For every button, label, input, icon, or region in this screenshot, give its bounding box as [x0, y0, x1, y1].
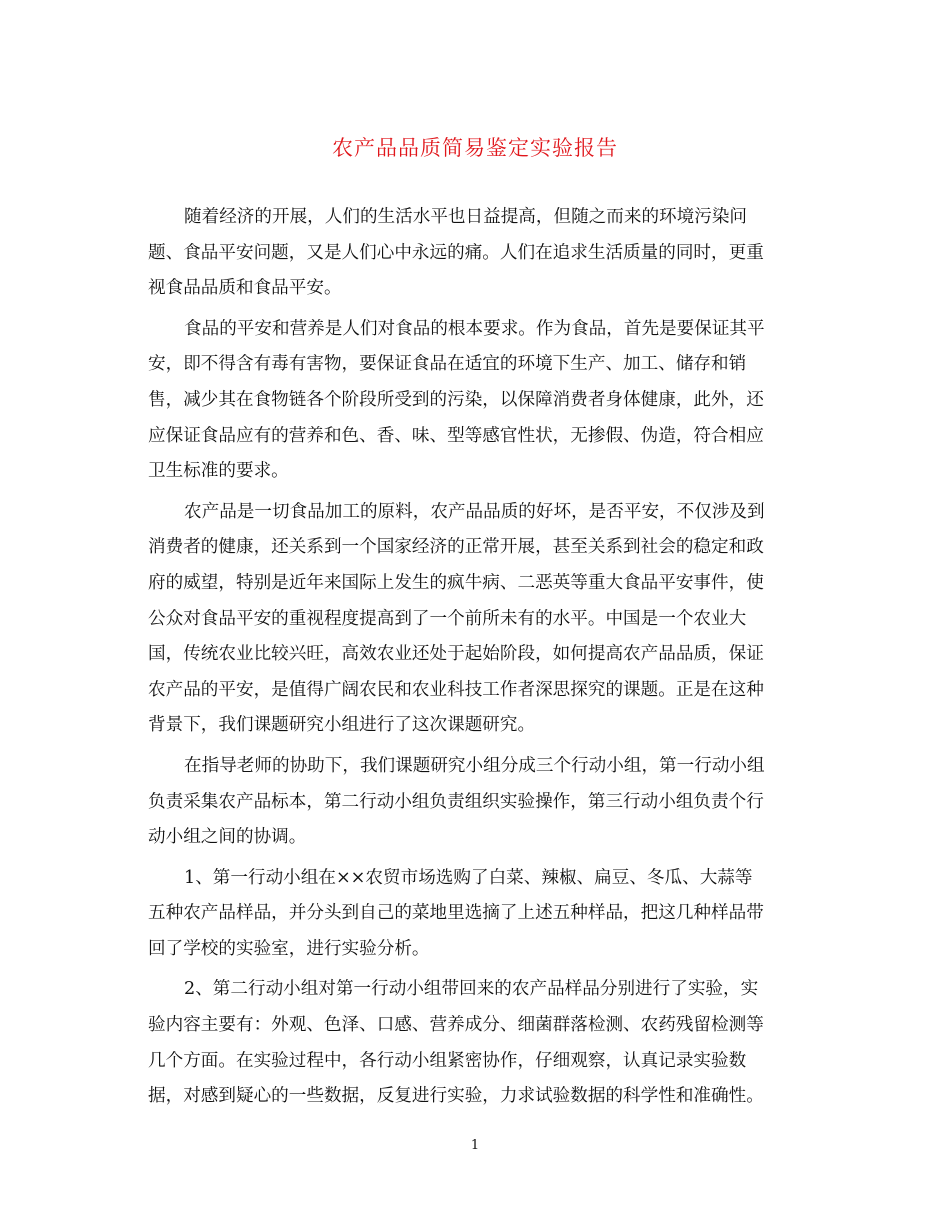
paragraph: [148, 861, 804, 968]
text-line: 国，传统农业比较兴旺，高效农业还处于起始阶段，如何提高农产品品质，保证: [148, 644, 764, 665]
paragraph: [148, 972, 804, 1114]
paragraph: [148, 495, 804, 744]
text-line: 应保证食品应有的营养和色、香、味、型等感官性状，无掺假、伪造，符合相应: [148, 425, 764, 446]
text-line: 回了学校的实验室，进行实验分析。: [148, 938, 430, 959]
text-line: 食品的平安和营养是人们对食品的根本要求。作为食品，首先是要保证其平: [184, 318, 765, 339]
text-line: 农产品的平安，是值得广阔农民和农业科技工作者深思探究的课题。正是在这种: [148, 679, 764, 700]
text-line: 安，即不得含有毒有害物，要保证食品在适宜的环境下生产、加工、储存和销: [148, 354, 747, 375]
paragraph: [148, 200, 804, 307]
text-line: 五种农产品样品，并分头到自己的菜地里选摘了上述五种样品，把这几种样品带: [148, 903, 764, 924]
text-line: 视食品品质和食品平安。: [148, 278, 342, 299]
text-line: 消费者的健康，还关系到一个国家经济的正常开展，甚至关系到社会的稳定和政: [148, 537, 764, 558]
text-line: 在指导老师的协助下，我们课题研究小组分成三个行动小组，第一行动小组: [184, 755, 765, 776]
text-line: 随着经济的开展，人们的生活水平也日益提高，但随之而来的环境污染问: [184, 207, 748, 227]
text-line: 几个方面。在实验过程中，各行动小组紧密协作，仔细观察，认真记录实验数: [148, 1050, 747, 1071]
text-line: 卫生标准的要求。: [148, 461, 289, 482]
document-title: 农产品品质简易鉴定实验报告: [332, 136, 618, 160]
text-line: 负责采集农产品标本，第二行动小组负责组织实验操作，第三行动小组负责个行: [148, 791, 764, 812]
text-line: 据，对感到疑心的一些数据，反复进行实验，力求试验数据的科学性和准确性。: [148, 1086, 764, 1107]
text-line: 农产品是一切食品加工的原料，农产品品质的好坏，是否平安，不仅涉及到: [184, 501, 765, 522]
text-line: 公众对食品平安的重视程度提高到了一个前所未有的水平。中国是一个农业大: [148, 608, 747, 629]
document-body: [148, 200, 804, 1115]
text-line: 题、食品平安问题，又是人们心中永远的痛。人们在追求生活质量的同时，更重: [148, 242, 764, 263]
text-line: 验内容主要有：外观、色泽、口感、营养成分、细菌群落检测、农药残留检测等: [148, 1015, 764, 1036]
text-line: 售，减少其在食物链各个阶段所受到的污染，以保障消费者身体健康，此外，还: [148, 389, 764, 410]
text-line: 背景下，我们课题研究小组进行了这次课题研究。: [148, 715, 536, 736]
text-line: 府的威望，特别是近年来国际上发生的疯牛病、二恶英等重大食品平安事件，使: [148, 572, 764, 593]
text-line: 2、第二行动小组对第一行动小组带回来的农产品样品分别进行了实验，实: [184, 979, 759, 1000]
text-line: 1、第一行动小组在××农贸市场选购了白菜、辣椒、扁豆、冬瓜、大蒜等: [184, 867, 753, 888]
paragraph: [148, 749, 804, 856]
page-number: 1: [470, 1138, 480, 1153]
paragraph: [148, 312, 804, 490]
text-line: 动小组之间的协调。: [148, 827, 307, 848]
